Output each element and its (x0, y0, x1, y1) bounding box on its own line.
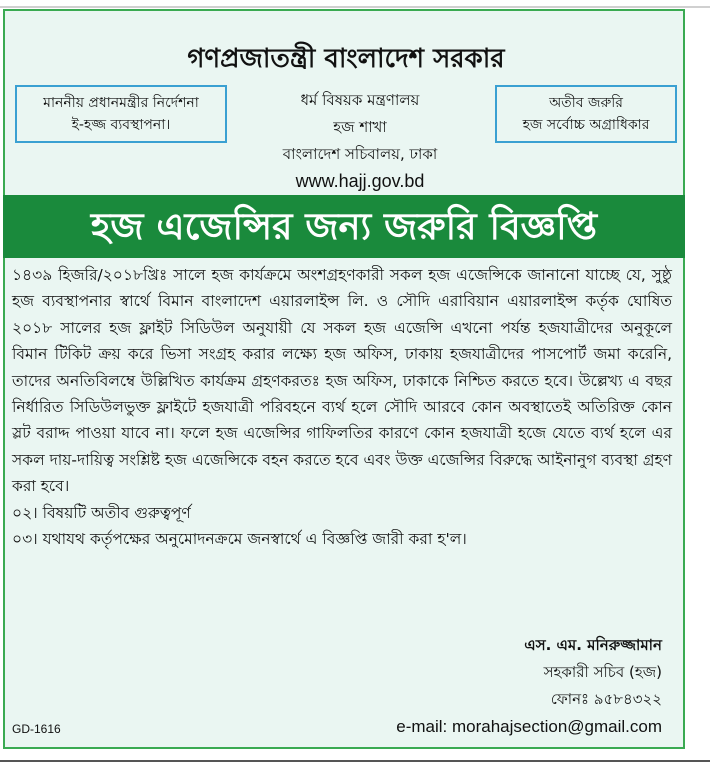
notice-body (12, 262, 672, 552)
pm-directive-line-2: ই-হজ্জ ব্যবস্থাপনা। (71, 117, 171, 133)
urgent-line-2: হজ সর্বোচ্চ অগ্রাধিকার (522, 117, 650, 133)
point-3: ০৩। যথাযথ কর্তৃপক্ষের অনুমোদনক্রমে জনস্বার্থে এ বিজ্ঞপ্তি জারী করা হ'ল। (12, 530, 467, 549)
website-link[interactable]: www.hajj.gov.bd (295, 171, 425, 191)
signature-block (380, 632, 662, 740)
top-rule (0, 0, 710, 8)
ministry-address (205, 87, 515, 195)
pm-directive-line-1: মাননীয় প্রধানমন্ত্রীর নির্দেশনা (43, 95, 199, 111)
gd-code: GD-1616 (12, 722, 61, 736)
signatory-name: এস. এম. মনিরুজ্জামান (524, 636, 662, 654)
branch-name: হজ শাখা (333, 118, 387, 136)
pm-directive-box (15, 85, 227, 143)
signatory-designation: সহকারী সচিব (হজ) (543, 663, 662, 681)
signatory-phone: ফোনঃ ৯৫৮৪৩২২ (550, 690, 662, 708)
ministry-name: ধর্ম বিষয়ক মন্ত্রণালয় (300, 91, 420, 109)
bottom-rule (0, 760, 710, 762)
urgent-line-1: অতীব জরুরি (549, 95, 623, 111)
paragraph-1: ১৪৩৯ হিজরি/২০১৮খ্রিঃ সালে হজ কার্যক্রমে অংশগ্রহণকারী সকল হজ এজেন্সিকে জানানো যাচ্ছে যে, সুষ্ঠু হজ ব্যবস্থাপনার স্বার্থে বিমান বাংলাদেশ এয়ারলাইন্স লি. ও সৌদি এরাবিয়ান এয়ারলাইন্স কর্তৃক ঘোষিত ২০১৮ সালের হজ ফ্লাইট সিডিউল অনুযায়ী যে সকল হজ এজেন্সি এখনো পর্যন্ত হজযাত্রীদের অনুকূলে বিমান টিকিট ক্রয় করে ভিসা সংগ্রহ করার লক্ষ্যে হজ অফিস, ঢাকায় হজযাত্রীদের পাসপোর্ট জমা করেনি, তাদের অনতিবিলম্বে উল্লিখিত কার্যক্রম গ্রহণকরতঃ হজ অফিস, ঢাকাকে নিশ্চিত করতে হবে। উল্লেখ্য এ বছর নির্ধারিত সিডিউলভুক্ত ফ্লাইটে হজযাত্রী পরিবহনে ব্যর্থ হলে সৌদি আরবে কোন অবস্থাতেই অতিরিক্ত কোন স্লট বরাদ্দ পাওয়া যাবে না। ফলে হজ এজেন্সির গাফিলতির কারণে কোন হজযাত্রী হজে যেতে ব্যর্থ হলে এর সকল দায়-দায়িত্ব সংশ্লিষ্ট হজ এজেন্সিকে বহন করতে হবে এবং উক্ত এজেন্সির বিরুদ্ধে আইনানুগ ব্যবস্থা গ্রহণ করা হবে। (12, 266, 672, 496)
secretariat-address: বাংলাদেশ সচিবালয়, ঢাকা (282, 145, 438, 163)
signatory-email[interactable]: e-mail: morahajsection@gmail.com (396, 717, 662, 736)
notice-banner-title: হজ এজেন্সির জন্য জরুরি বিজ্ঞপ্তি (3, 195, 685, 258)
government-title: গণপ্রজাতন্ত্রী বাংলাদেশ সরকার (187, 44, 505, 74)
urgent-priority-box (495, 85, 677, 143)
point-2: ০২। বিষয়টি অতীব গুরুত্বপূর্ণ (12, 503, 191, 522)
